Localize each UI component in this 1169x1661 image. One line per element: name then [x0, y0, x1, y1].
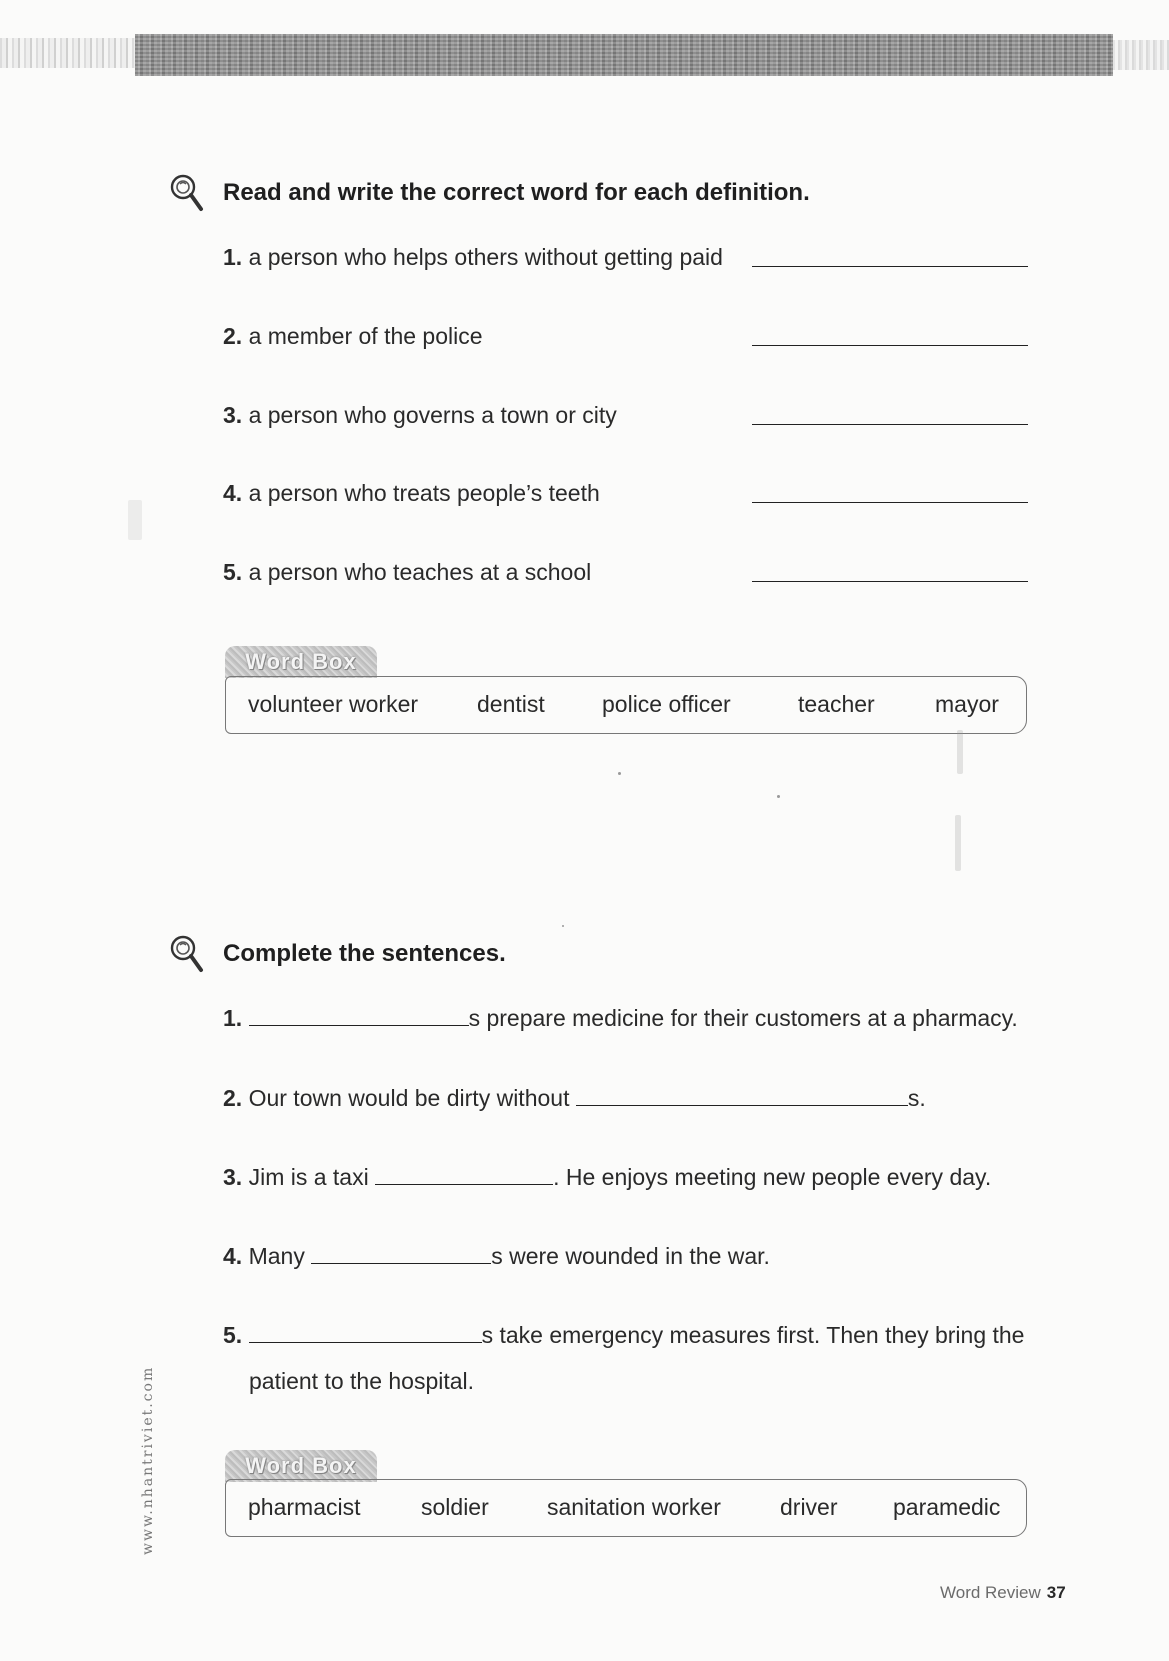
- answer-line[interactable]: [752, 345, 1028, 346]
- header-bar-fringe: [0, 38, 135, 68]
- scan-speck: [618, 772, 621, 775]
- page-footer: [940, 1583, 1066, 1603]
- magnifier-icon: [168, 172, 204, 214]
- word-box-label: Word Box: [225, 646, 377, 678]
- answer-line[interactable]: [752, 266, 1028, 267]
- item-number: 3.: [223, 402, 243, 428]
- answer-blank[interactable]: [249, 1324, 482, 1343]
- sentence-text: s were wounded in the war.: [491, 1243, 770, 1269]
- definition-text: a member of the police: [248, 323, 483, 349]
- definition-item: [223, 323, 1028, 355]
- answer-line[interactable]: [752, 502, 1028, 503]
- item-number: 2.: [223, 323, 243, 349]
- scan-speck: [128, 500, 142, 540]
- definition-item: [223, 402, 1028, 434]
- word-box-word: volunteer worker: [248, 691, 419, 717]
- sentence-text: Jim is a taxi: [248, 1164, 369, 1190]
- item-number: 1.: [223, 244, 243, 270]
- watermark: www.nhantriviet.com: [140, 1365, 156, 1555]
- definition-item: [223, 244, 1028, 276]
- word-box-word: mayor: [935, 691, 999, 717]
- item-number: 5.: [223, 559, 243, 585]
- word-box-word: paramedic: [893, 1494, 1001, 1520]
- sentence-text: s.: [907, 1085, 926, 1111]
- section-instruction: Complete the sentences.: [223, 940, 506, 967]
- definition-item: [223, 480, 1028, 512]
- definition-text: a person who treats people’s teeth: [248, 480, 600, 506]
- word-box-word: police officer: [602, 691, 731, 717]
- definition-text: a person who governs a town or city: [248, 402, 617, 428]
- answer-blank[interactable]: [375, 1166, 553, 1185]
- magnifier-icon: [168, 933, 204, 975]
- word-box-word: sanitation worker: [547, 1494, 721, 1520]
- word-box-word: soldier: [421, 1494, 489, 1520]
- sentence-text: Our town would be dirty without: [248, 1085, 570, 1111]
- scan-speck: [957, 730, 963, 774]
- sentence-item: [223, 1085, 926, 1112]
- answer-blank[interactable]: [576, 1087, 908, 1106]
- definition-text: a person who helps others without getting paid: [248, 244, 723, 270]
- sentence-continuation: patient to the hospital.: [249, 1368, 475, 1394]
- item-number: 5.: [223, 1322, 243, 1348]
- item-number: 3.: [223, 1164, 243, 1190]
- footer-label: Word Review: [940, 1583, 1041, 1602]
- item-number: 4.: [223, 1243, 243, 1269]
- sentence-item: [223, 1322, 1024, 1349]
- header-bar-fringe: [1113, 40, 1169, 70]
- answer-blank[interactable]: [311, 1245, 491, 1264]
- page-number: 37: [1046, 1583, 1066, 1602]
- item-number: 2.: [223, 1085, 243, 1111]
- sentence-item: [223, 1005, 1018, 1032]
- word-box: [225, 676, 1027, 734]
- answer-line[interactable]: [752, 424, 1028, 425]
- word-box-label: Word Box: [225, 1450, 377, 1482]
- word-box: [225, 1479, 1027, 1537]
- sentence-text: Many: [248, 1243, 305, 1269]
- sentence-text: . He enjoys meeting new people every day.: [553, 1164, 992, 1190]
- word-box-word: pharmacist: [248, 1494, 361, 1520]
- scan-speck: [955, 815, 961, 871]
- word-box-word: teacher: [798, 691, 875, 717]
- answer-blank[interactable]: [249, 1007, 469, 1026]
- scan-speck: [777, 795, 780, 798]
- sentence-text: s take emergency measures first. Then they bring the: [481, 1322, 1025, 1348]
- sentence-item: [223, 1164, 991, 1191]
- word-box-word: dentist: [477, 691, 545, 717]
- item-number: 4.: [223, 480, 243, 506]
- sentence-text: s prepare medicine for their customers at a pharmacy.: [468, 1005, 1018, 1031]
- header-bar: [135, 34, 1113, 76]
- answer-line[interactable]: [752, 581, 1028, 582]
- section-instruction: Read and write the correct word for each definition.: [223, 179, 810, 206]
- item-number: 1.: [223, 1005, 243, 1031]
- definition-text: a person who teaches at a school: [248, 559, 592, 585]
- definition-item: [223, 559, 1028, 591]
- word-box-word: driver: [780, 1494, 838, 1520]
- sentence-item: [223, 1243, 770, 1270]
- scan-speck: [562, 925, 564, 927]
